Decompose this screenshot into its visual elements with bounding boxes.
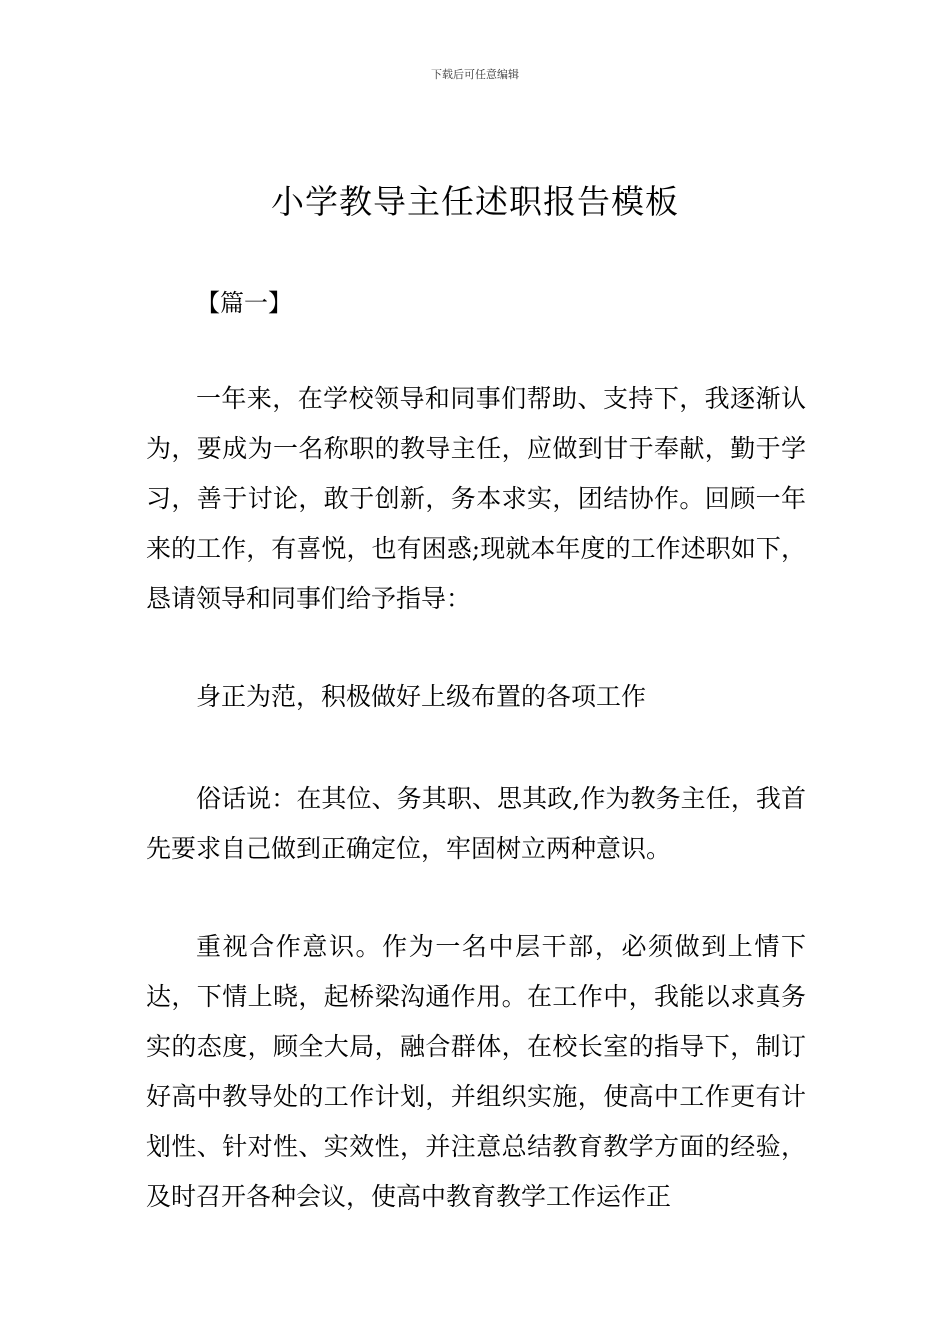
paragraph-cooperation: 重视合作意识。作为一名中层干部，必须做到上情下达，下情上晓，起桥梁沟通作用。在工作中，我能以求真务实的态度，顾全大局，融合群体，在校长室的指导下，制订好高中教导处的工作计划，并组织实施，使高中工作更有计划性、针对性、实效性，并注意总结教育教学方面的经验，及时召开各种会议，使高中教育教学工作运作正 bbox=[146, 932, 806, 1211]
section-label: 【篇一】 bbox=[196, 289, 292, 317]
document-title: 小学教导主任述职报告模板 bbox=[271, 182, 679, 221]
paragraph-intro: 一年来，在学校领导和同事们帮助、支持下，我逐渐认为，要成为一名称职的教导主任，应做到甘于奉献，勤于学习，善于讨论，敢于创新，务本求实，团结协作。回顾一年来的工作，有喜悦，也有困惑;现就本年度的工作述职如下，恳请领导和同事们给予指导： bbox=[146, 384, 806, 613]
header-note: 下载后可任意编辑 bbox=[431, 68, 519, 81]
paragraph-heading: 身正为范，积极做好上级布置的各项工作 bbox=[196, 682, 647, 711]
paragraph-positioning: 俗话说：在其位、务其职、思其政,作为教务主任，我首先要求自己做到正确定位，牢固树立两种意识。 bbox=[146, 784, 806, 863]
